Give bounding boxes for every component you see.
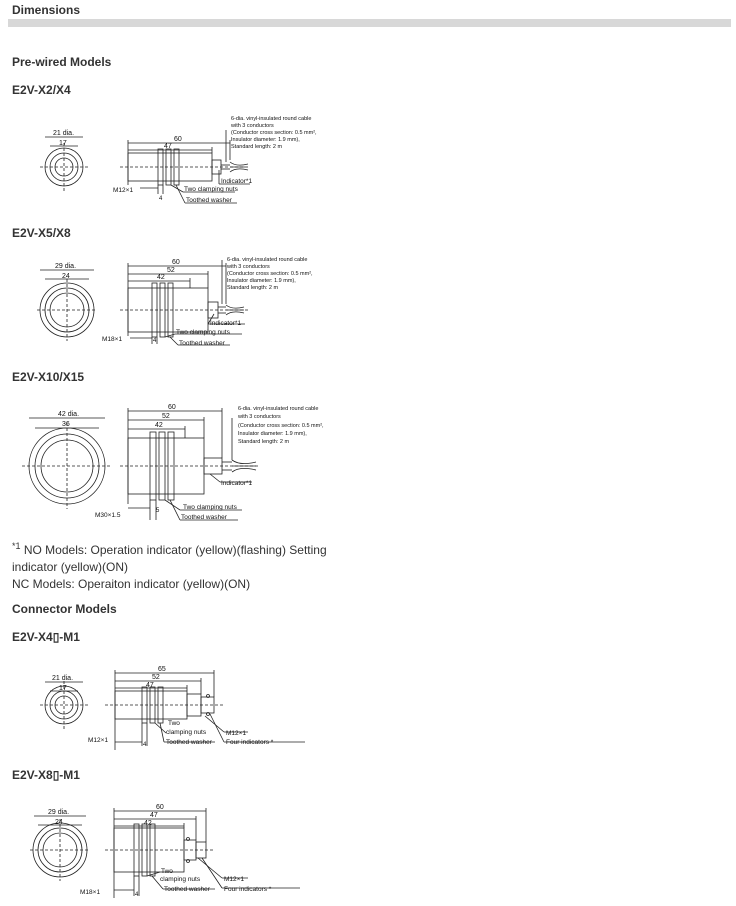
drawing-x4m1 <box>0 660 320 760</box>
length-body-label: 47 <box>164 143 172 150</box>
length-mid-label: 52 <box>167 267 175 274</box>
dia-outer-label: 29 dia. <box>48 809 70 816</box>
dia-inner-label: 17 <box>59 685 67 692</box>
nut-width-label: 4 <box>143 742 147 748</box>
model-title-x10: E2V-X10/X15 <box>12 370 85 384</box>
connector-heading: Connector Models <box>12 602 117 616</box>
header-divider-bar <box>8 19 731 27</box>
dia-outer-label: 42 dia. <box>58 411 80 418</box>
cable-spec-line: with 3 conductors <box>227 264 270 270</box>
four-indicators-label: Four indicators * <box>226 739 274 746</box>
clamping-nuts-label-a: Two <box>168 720 180 727</box>
cable-spec-line: with 3 conductors <box>231 123 274 129</box>
length-total-label: 60 <box>174 136 182 143</box>
length-mid-label: 52 <box>162 413 170 420</box>
dia-inner-label: 17 <box>59 140 67 147</box>
cable-spec-line: 6-dia. vinyl-insulated round cable <box>238 406 319 412</box>
clamping-nuts-label-a: Two <box>161 868 173 875</box>
length-body-label: 47 <box>146 682 154 689</box>
indicator-label: Indicator*1 <box>221 480 253 487</box>
connector-thread-label: M12×1 <box>226 730 247 737</box>
clamping-nuts-label-b: clamping nuts <box>166 729 207 736</box>
drawing-x5 <box>0 252 320 352</box>
nut-width-label: 4 <box>135 892 139 898</box>
toothed-washer-label: Toothed washer <box>164 886 210 893</box>
thread-label: M12×1 <box>88 737 109 744</box>
thread-label: M30×1.5 <box>95 512 121 519</box>
model-title-x5: E2V-X5/X8 <box>12 226 71 240</box>
length-total-label: 60 <box>172 259 180 266</box>
indicator-label: Indicator*1 <box>210 320 242 327</box>
indicator-footnote <box>12 538 332 593</box>
drawing-x8m1 <box>0 798 320 902</box>
cable-spec-line: Insulator diameter: 1.9 mm), <box>227 278 296 284</box>
connector-thread-label: M12×1 <box>224 876 245 883</box>
cable-spec-line: Standard length: 2 m <box>231 144 283 150</box>
drawing-x10 <box>0 398 340 528</box>
model-title-x4m1: E2V-X4▯-M1 <box>12 630 80 644</box>
clamping-nuts-label: Two clamping nuts <box>176 329 230 336</box>
length-body-label: 42 <box>157 274 165 281</box>
dia-inner-label: 24 <box>55 819 63 826</box>
nut-width-label: 5 <box>156 508 160 514</box>
cable-spec-text <box>226 257 314 291</box>
four-indicators-label: Four indicators * <box>224 886 272 893</box>
cable-spec-line: 6-dia. vinyl-insulated round cable <box>227 257 308 263</box>
dia-inner-label: 24 <box>62 273 70 280</box>
dia-outer-label: 29 dia. <box>55 263 77 270</box>
cable-spec-line: Insulator diameter: 1.9 mm), <box>238 431 307 437</box>
cable-spec-line: (Conductor cross section: 0.5 mm², <box>231 130 317 136</box>
cable-spec-line: (Conductor cross section: 0.5 mm², <box>227 271 313 277</box>
footnote-line-no: NO Models: Operation indicator (yellow)(flashing) Setting indicator (yellow)(ON) <box>12 543 327 574</box>
footnote-line-nc: NC Models: Operaiton indicator (yellow)(ON) <box>12 577 251 591</box>
toothed-washer-label: Toothed washer <box>179 340 225 347</box>
length-total-label: 65 <box>158 666 166 673</box>
cable-spec-line: (Conductor cross section: 0.5 mm², <box>238 423 324 429</box>
thread-label: M12×1 <box>113 187 134 194</box>
cable-spec-line: Insulator diameter: 1.9 mm), <box>231 137 300 143</box>
cable-spec-text <box>230 116 318 150</box>
dia-outer-label: 21 dia. <box>52 675 74 682</box>
length-mid-label: 52 <box>152 674 160 681</box>
cable-spec-text <box>237 406 325 445</box>
length-total-label: 60 <box>168 404 176 411</box>
length-total-label: 60 <box>156 804 164 811</box>
drawing-x2 <box>0 110 317 210</box>
clamping-nuts-label: Two clamping nuts <box>183 504 237 511</box>
clamping-nuts-label-b: clamping nuts <box>160 876 201 883</box>
clamping-nuts-label: Two clamping nuts <box>184 186 238 193</box>
toothed-washer-label: Toothed washer <box>181 514 227 521</box>
cable-spec-line: Standard length: 2 m <box>227 285 279 291</box>
section-header <box>8 0 731 26</box>
cable-spec-line: Standard length: 2 m <box>238 439 290 445</box>
dia-inner-label: 36 <box>62 421 70 428</box>
model-title-x2: E2V-X2/X4 <box>12 83 71 97</box>
length-mid-label: 47 <box>150 812 158 819</box>
length-body-label: 42 <box>155 422 163 429</box>
indicator-label: Indicator*1 <box>221 178 253 185</box>
nut-width-label: 4 <box>153 338 157 344</box>
thread-label: M18×1 <box>102 336 123 343</box>
length-body-label: 42 <box>144 820 152 827</box>
model-title-x8m1: E2V-X8▯-M1 <box>12 768 80 782</box>
cable-spec-line: 6-dia. vinyl-insulated round cable <box>231 116 312 122</box>
dia-outer-label: 21 dia. <box>53 130 75 137</box>
prewired-heading: Pre-wired Models <box>12 55 112 69</box>
thread-label: M18×1 <box>80 889 101 896</box>
toothed-washer-label: Toothed washer <box>186 197 232 204</box>
footnote-mark: *1 <box>12 541 21 551</box>
cable-spec-line: with 3 conductors <box>238 414 281 420</box>
nut-width-label: 4 <box>159 196 163 202</box>
page-title: Dimensions <box>12 3 81 17</box>
toothed-washer-label: Toothed washer <box>166 739 212 746</box>
